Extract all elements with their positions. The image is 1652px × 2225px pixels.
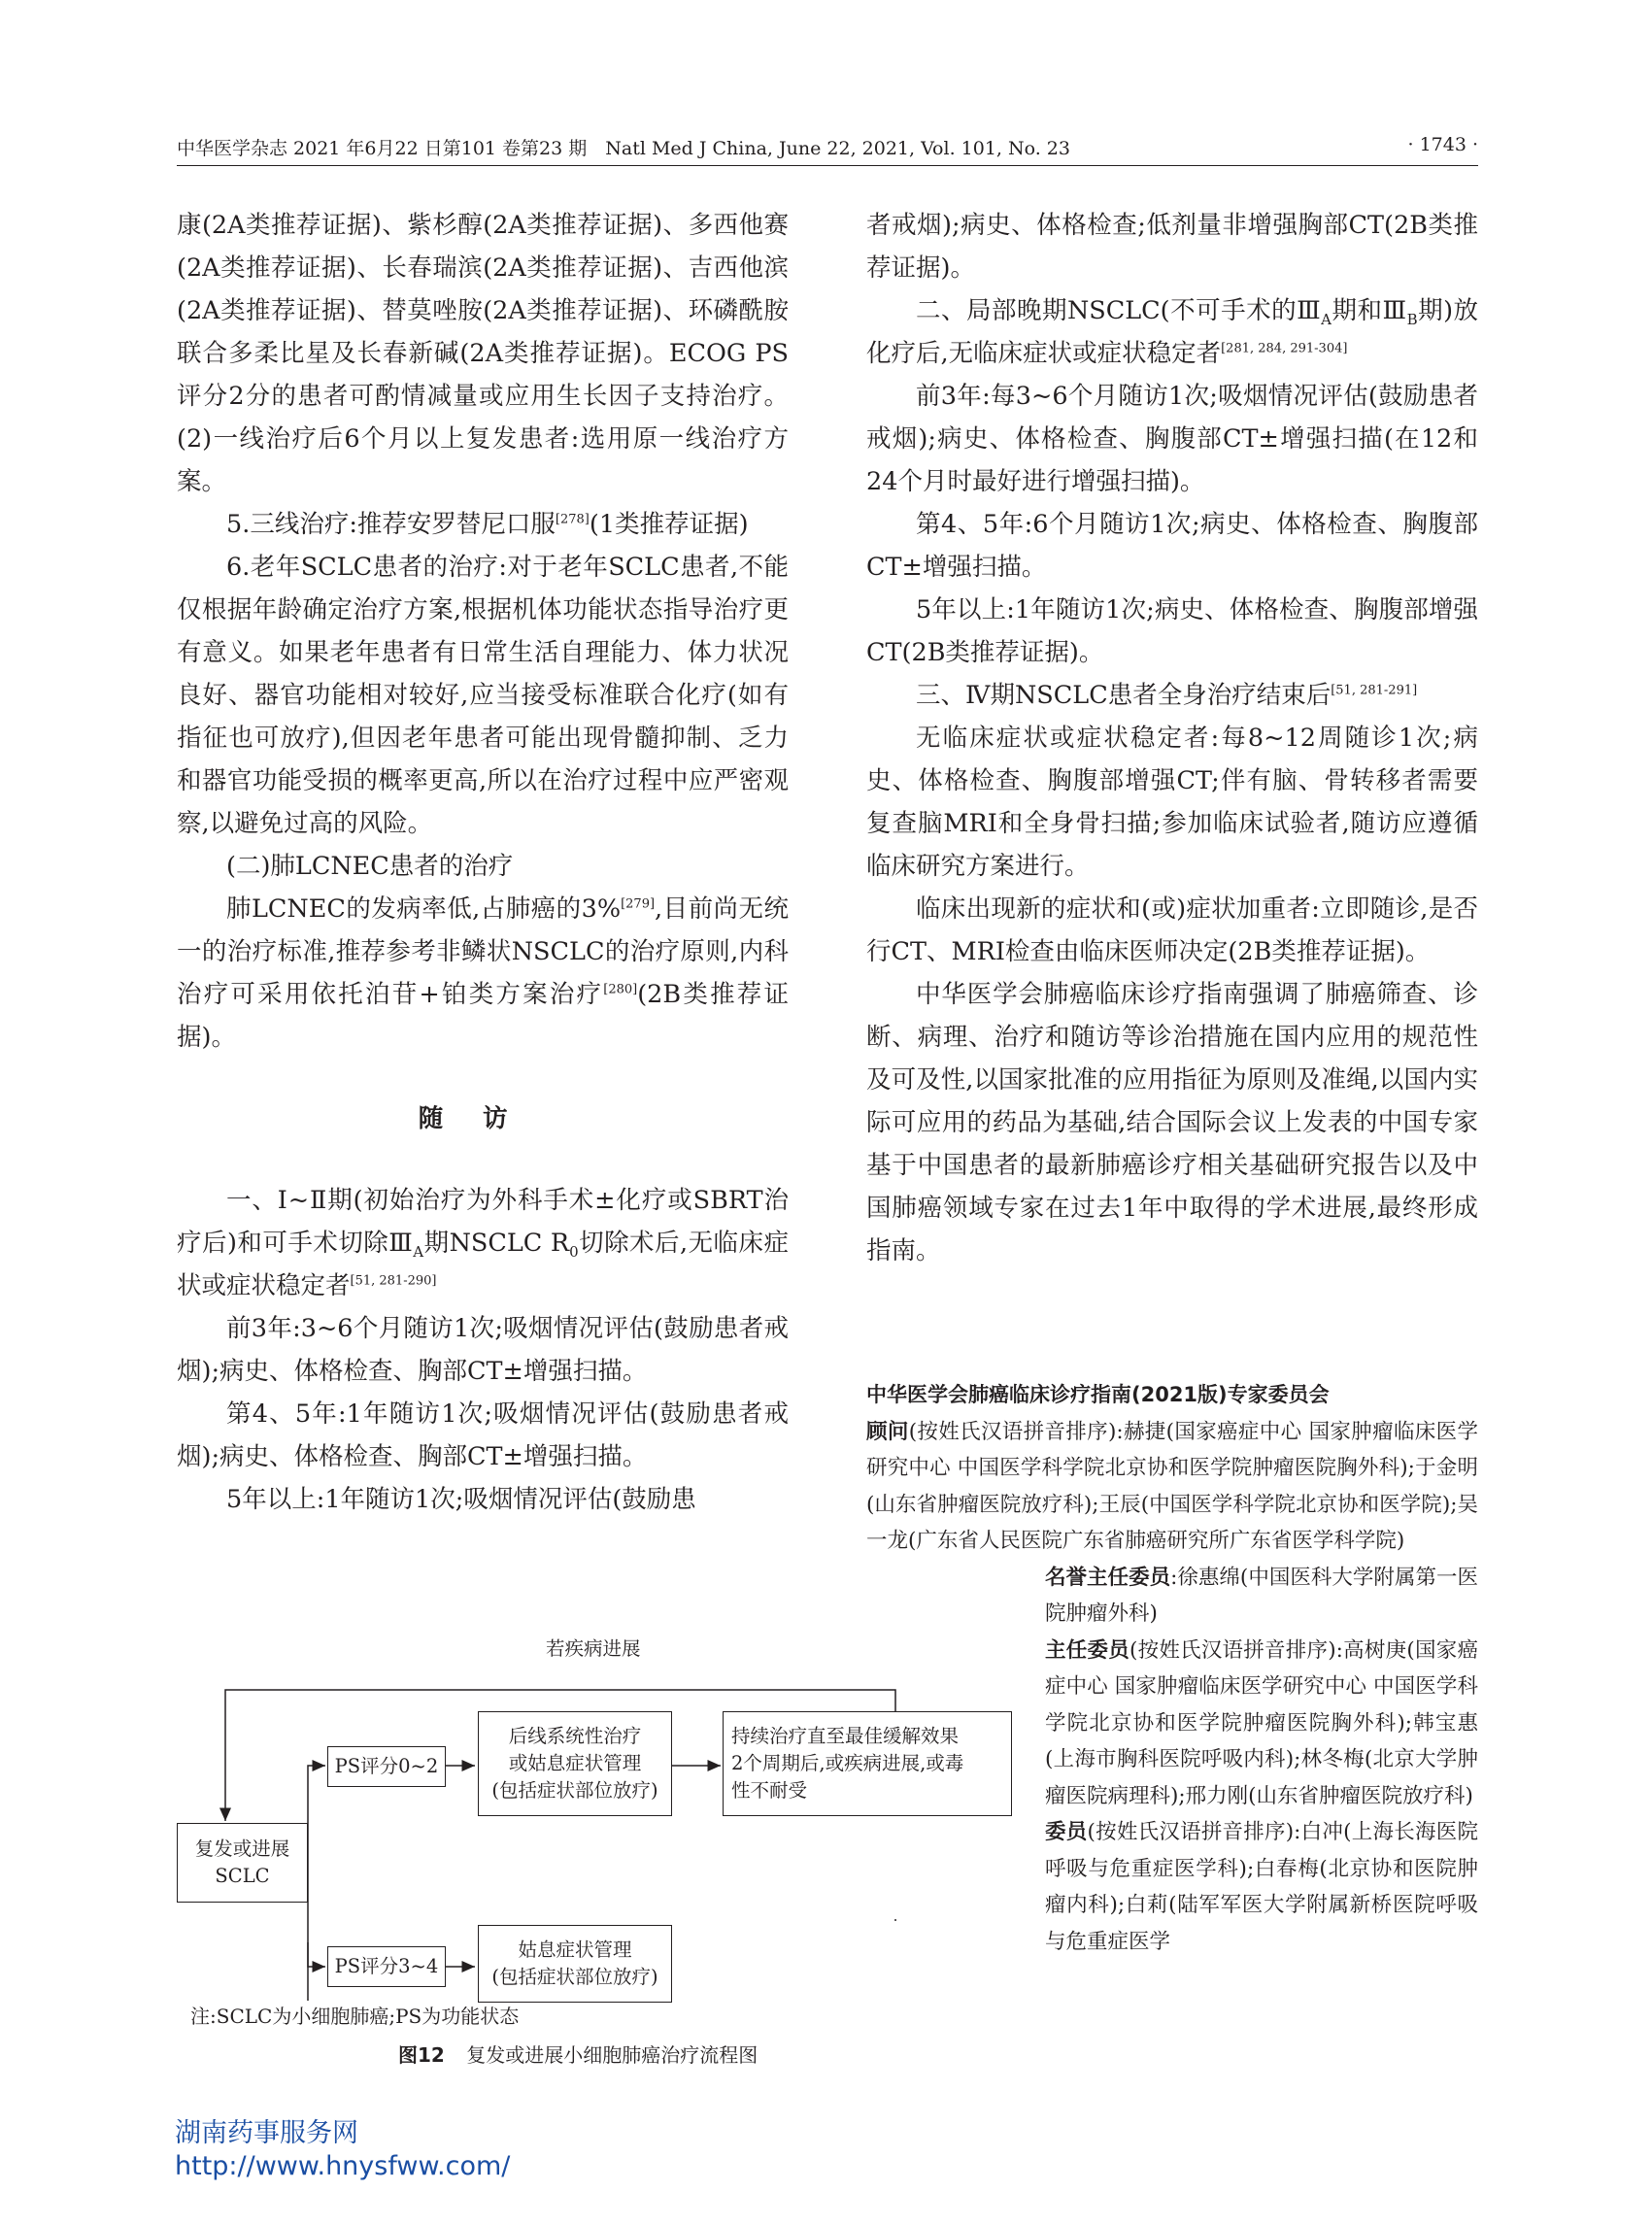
- paragraph: 前3年:3~6个月随访1次;吸烟情况评估(鼓励患者戒烟);病史、体格检查、胸部CT±增强扫描。: [177, 1314, 789, 1386]
- text: 三、Ⅳ期NSCLC患者全身治疗结束后: [916, 681, 1332, 710]
- committee-title: 中华医学会肺癌临床诊疗指南(2021版)专家委员会: [866, 1383, 1330, 1406]
- paragraph: 者戒烟);病史、体格检查;低剂量非增强胸部CT(2B类推荐证据)。: [866, 211, 1478, 283]
- text: 期NSCLC R: [423, 1229, 570, 1258]
- subscript: A: [1321, 311, 1332, 329]
- paragraph-elderly: 6.老年SCLC患者的治疗:对于老年SCLC患者,不能仅根据年龄确定治疗方案,根据机体功能状态指导治疗更有意义。如果老年患者有日常生活自理能力、体力状况良好、器官功能相对较好,应当接受标准联合化疗(如有指征也可放疗),但因老年患者可能出现骨髓抑制、乏力和器官功能受损的概率更高,所以在治疗过程中应严密观察,以避免过高的风险。: [177, 553, 789, 838]
- running-header: [177, 134, 1478, 167]
- text: (1类推荐证据): [589, 510, 749, 539]
- box-line: (包括症状部位放疗): [491, 1966, 658, 1988]
- label: 名誉主任委员: [1045, 1565, 1171, 1590]
- paragraph: 5年以上:1年随访1次;吸烟情况评估(鼓励患: [226, 1485, 696, 1514]
- paragraph-followup-3: [866, 674, 1478, 717]
- honorary-chair: [1045, 1560, 1478, 1633]
- page-number: · 1743 ·: [1407, 134, 1478, 155]
- citation: [279]: [621, 896, 656, 912]
- text: (按姓氏汉语拼音排序):白冲(上海长海医院呼吸与危重症医学科);白春梅(北京协和医院肿瘤内科);白莉(陆军军医大学附属新桥医院呼吸与危重症医学: [1045, 1820, 1478, 1954]
- text: :徐惠绵(中国医科大学附属第一医院肿瘤外科): [1045, 1565, 1478, 1626]
- subsection-heading: (二)肺LCNEC患者的治疗: [226, 852, 514, 881]
- ps-label: PS评分0~2: [334, 1755, 439, 1777]
- citation: [278]: [555, 512, 590, 527]
- paragraph: 临床出现新的症状和(或)症状加重者:立即随诊,是否行CT、MRI检查由临床医师决定(2B类推荐证据)。: [866, 894, 1478, 966]
- citation: [280]: [603, 982, 638, 997]
- label: 顾问: [866, 1419, 909, 1444]
- figure-number: 图12: [398, 2043, 445, 2067]
- text: 二、局部晚期NSCLC(不可手术的Ⅲ: [916, 296, 1322, 325]
- text: 一、Ⅰ~Ⅱ期(初始治疗为外科手术±化疗或SBRT治疗后)和可手术切除Ⅲ: [177, 1186, 789, 1258]
- citation: [51, 281-291]: [1331, 683, 1418, 698]
- paragraph-third-line: [177, 503, 789, 546]
- citation: [281, 284, 291-304]: [1221, 341, 1348, 356]
- section-title: 随访: [418, 1104, 548, 1133]
- paragraph: 前3年:每3~6个月随访1次;吸烟情况评估(鼓励患者戒烟);病史、体格检查、胸腹部CT±增强扫描(在12和24个月时最好进行增强扫描)。: [866, 382, 1478, 496]
- text: 5.三线治疗:推荐安罗替尼口服: [226, 510, 556, 539]
- text: ,目前尚无统一的治疗标准,推荐参考非鳞状NSCLC的治疗原则,内科治疗可采用依托泊苷+铂类方案治疗: [177, 894, 789, 1009]
- left-column: [177, 204, 789, 1521]
- flowchart: [177, 1637, 1031, 2059]
- label: 委员: [1045, 1820, 1088, 1844]
- start-line: SCLC: [215, 1865, 270, 1887]
- paragraph-conclusion: 中华医学会肺癌临床诊疗指南强调了肺癌筛查、诊断、病理、治疗和随访等诊治措施在国内应用的规范性及可及性,以国家批准的应用指征为原则及准绳,以国内实际可应用的药品为基础,结合国际会议上发表的中国专家基于中国患者的最新肺癌诊疗相关基础研究报告以及中国肺癌领域专家在过去1年中取得的学术进展,最终形成指南。: [866, 980, 1478, 1265]
- watermark-name: 湖南药事服务网: [175, 2118, 358, 2148]
- journal-info: 中华医学杂志 2021 年6月22 日第101 卷第23 期 Natl Med J China, June 22, 2021, Vol. 101, No. 23: [177, 138, 1070, 159]
- paragraph: 康(2A类推荐证据)、紫杉醇(2A类推荐证据)、多西他赛(2A类推荐证据)、长春瑞滨(2A类推荐证据)、吉西他滨(2A类推荐证据)、替莫唑胺(2A类推荐证据)、环磷酰胺联合多柔比星及长春新碱(2A类推荐证据)。ECOG PS评分2分的患者可酌情减量或应用生长因子支持治疗。(2)一线治疗后6个月以上复发患者:选用原一线治疗方案。: [177, 211, 789, 496]
- branch-line-down: [308, 1942, 325, 1967]
- box-line: 持续治疗直至最佳缓解效果: [731, 1725, 960, 1747]
- ps-3-4-box: [327, 1946, 446, 1987]
- paragraph-lcnec: [177, 888, 789, 1059]
- right-column: [866, 204, 1478, 1272]
- figure-caption: [398, 2040, 758, 2068]
- subscript: B: [1406, 311, 1418, 329]
- text: 切除术后,无临床症状或症状稳定者: [177, 1229, 790, 1300]
- continue-treatment-box: [723, 1711, 1012, 1816]
- text: (按姓氏汉语拼音排序):赫捷(国家癌症中心 国家肿瘤临床医学研究中心 中国医学科学院北京协和医学院肿瘤医院胸外科);于金明(山东省肿瘤医院放疗科);王辰(中国医学科学院北京协和医学院);吴一龙(广东省人民医院广东省肺癌研究所广东省医学科学院): [866, 1419, 1478, 1553]
- box-line: 姑息症状管理: [518, 1938, 632, 1961]
- paragraph: 无临床症状或症状稳定者:每8~12周随诊1次;病史、体格检查、胸腹部增强CT;伴有脑、骨转移者需要复查脑MRI和全身骨扫描;参加临床试验者,随访应遵循临床研究方案进行。: [866, 724, 1478, 881]
- figure-caption-text: 复发或进展小细胞肺癌治疗流程图: [466, 2043, 759, 2067]
- advisors: [866, 1414, 1478, 1560]
- subscript: 0: [569, 1243, 579, 1262]
- start-line: 复发或进展: [194, 1837, 290, 1860]
- text: 肺LCNEC的发病率低,占肺癌的3%: [226, 894, 622, 924]
- text: (按姓氏汉语拼音排序):高树庚(国家癌症中心 国家肿瘤临床医学研究中心 中国医学科学院北京协和医学院肿瘤医院胸外科);韩宝惠(上海市胸科医院呼吸内科);林冬梅(北京大学肿瘤医院病理科);邢力刚(山东省肿瘤医院放疗科): [1045, 1637, 1478, 1808]
- box-line: 2个周期后,或疾病进展,或毒: [731, 1752, 964, 1774]
- chairs: [1045, 1633, 1478, 1815]
- box-line: 性不耐受: [731, 1779, 808, 1802]
- box-line: 或姑息症状管理: [508, 1752, 642, 1774]
- box-line: (包括症状部位放疗): [491, 1779, 658, 1802]
- paragraph-followup-2: [866, 289, 1478, 375]
- figure-note: 注:SCLC为小细胞肺癌;PS为功能状态: [190, 2005, 520, 2028]
- later-line-box: [478, 1711, 672, 1816]
- paragraph: 第4、5年:6个月随访1次;病史、体格检查、胸腹部CT±增强扫描。: [866, 510, 1478, 582]
- label: 主任委员: [1045, 1637, 1129, 1663]
- paragraph-followup-1: [177, 1179, 789, 1307]
- members: [1045, 1814, 1478, 1960]
- start-box: [177, 1823, 308, 1903]
- text: 期)放化疗后,无临床症状或症状稳定者: [866, 296, 1479, 368]
- box-line: 后线系统性治疗: [508, 1725, 642, 1747]
- citation: [51, 281-290]: [350, 1273, 437, 1289]
- header-rule: [177, 165, 1478, 166]
- ps-0-2-box: [327, 1746, 446, 1787]
- ps-label: PS评分3~4: [334, 1955, 439, 1977]
- paragraph: 5年以上:1年随访1次;病史、体格检查、胸腹部增强CT(2B类推荐证据)。: [866, 595, 1478, 667]
- committee-continued: [1045, 1560, 1478, 1961]
- text: (2B类推荐证据)。: [177, 980, 789, 1052]
- watermark-url[interactable]: http://www.hnysfww.com/: [175, 2151, 511, 2181]
- subscript: A: [413, 1243, 424, 1262]
- paragraph: 第4、5年:1年随访1次;吸烟情况评估(鼓励患者戒烟);病史、体格检查、胸部CT±增强扫描。: [177, 1399, 789, 1471]
- text: 期和Ⅲ: [1332, 296, 1407, 325]
- palliative-box: [478, 1925, 672, 2003]
- watermark: [175, 2117, 510, 2183]
- disease-progression-label: 若疾病进展: [546, 1637, 641, 1660]
